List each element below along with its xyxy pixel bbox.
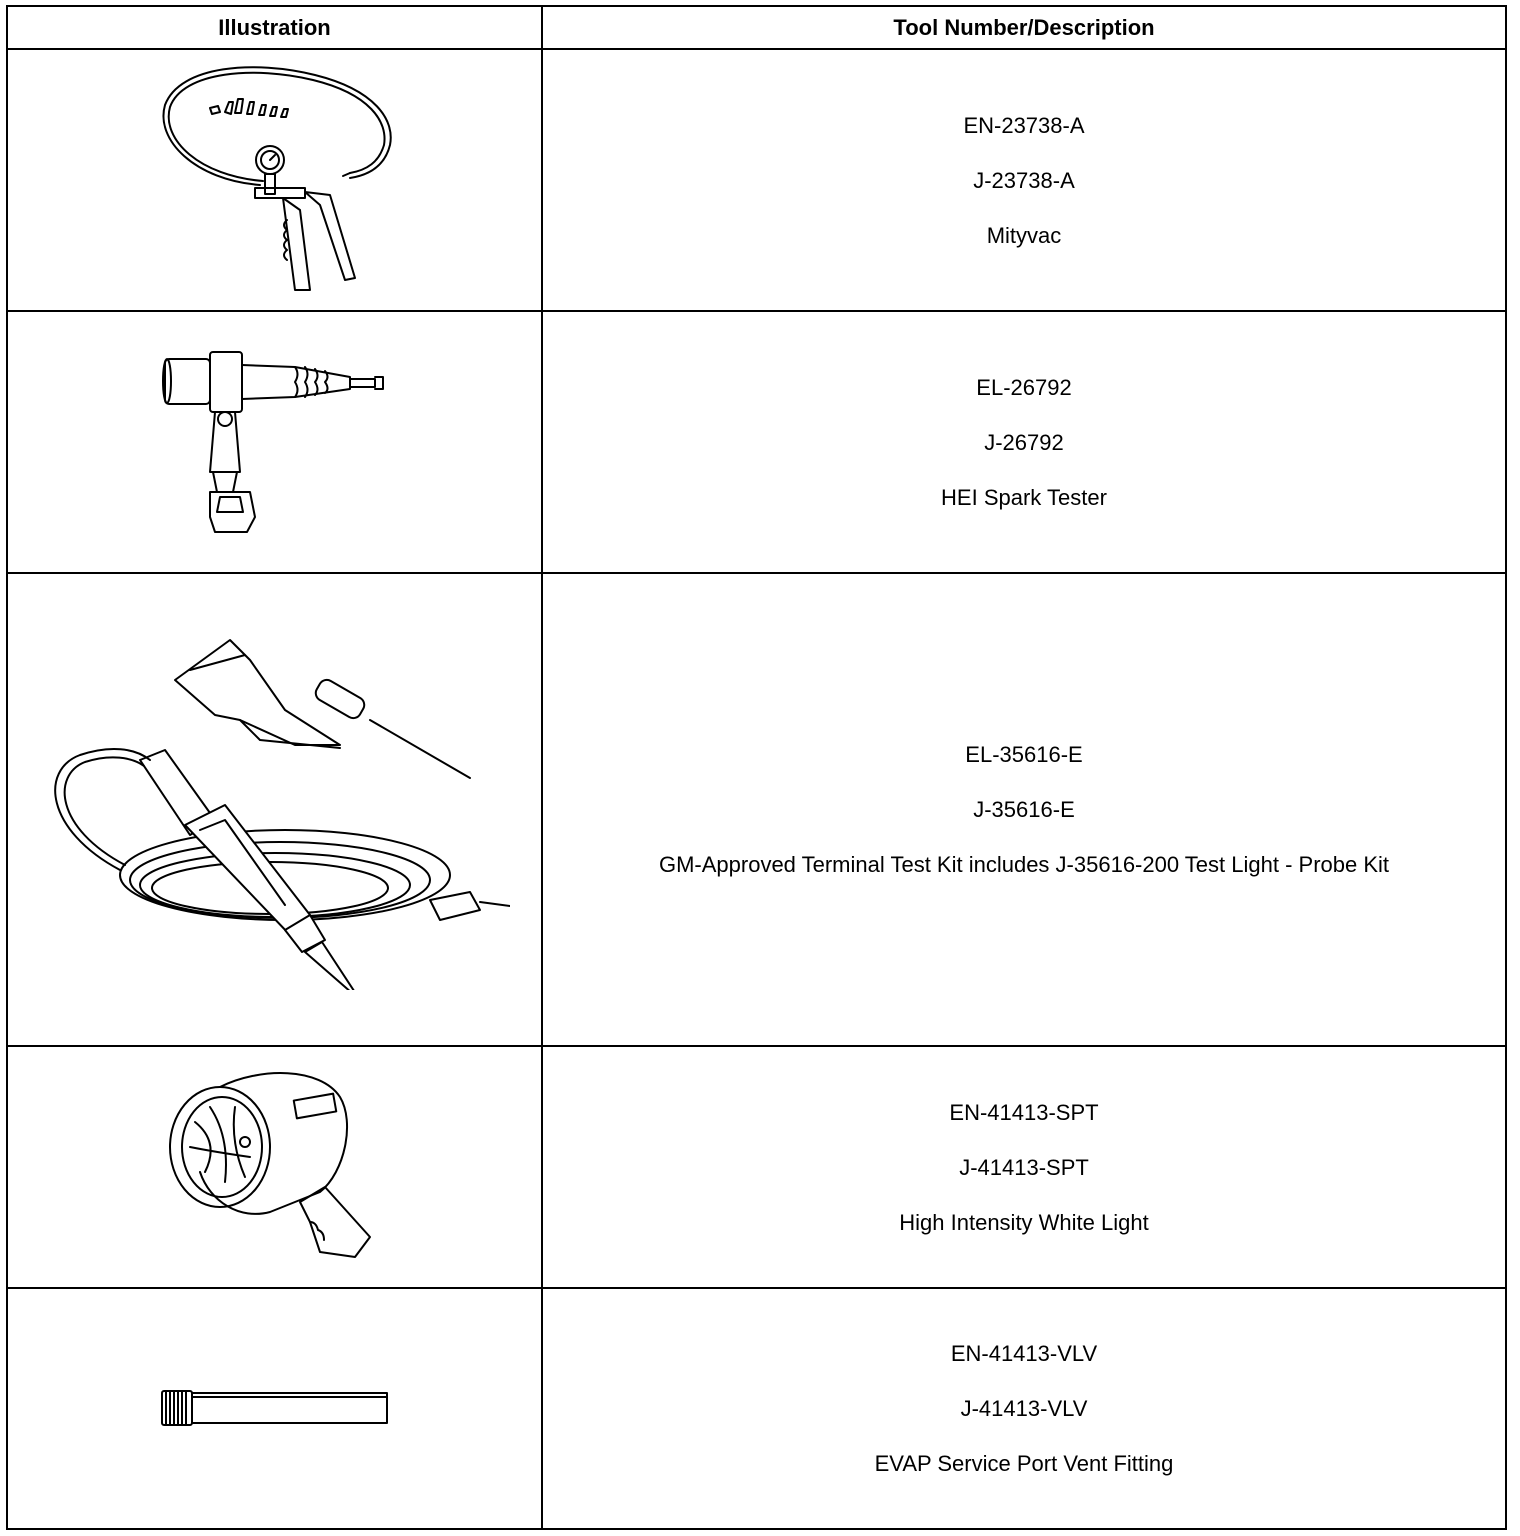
tool-number-j: J-23738-A (973, 167, 1075, 193)
tool-number-en: EL-35616-E (965, 742, 1083, 767)
tool-number-en: EL-26792 (976, 374, 1072, 400)
tool-description: High Intensity White Light (899, 1209, 1149, 1235)
tool-number-j: J-41413-SPT (959, 1154, 1089, 1180)
vent-fitting-icon (160, 1379, 390, 1439)
illustration-cell (7, 1288, 542, 1529)
table-row (7, 1288, 1506, 1529)
tool-number-j: J-35616-E (973, 797, 1075, 822)
illustration-cell (7, 49, 542, 311)
description-cell (542, 49, 1506, 311)
header-tool-description: Tool Number/Description (542, 6, 1506, 49)
table-row (7, 49, 1506, 311)
tool-description: Mityvac (986, 222, 1062, 248)
tool-number-en: EN-41413-SPT (949, 1099, 1099, 1125)
tool-number-j: J-41413-VLV (960, 1396, 1088, 1421)
tool-number-j: J-26792 (984, 429, 1064, 455)
spark-tester-icon (155, 347, 395, 537)
tool-description: GM-Approved Terminal Test Kit includes J-35616-200 Test Light - Probe Kit (658, 852, 1390, 877)
description-cell (542, 573, 1506, 1046)
illustration-cell (7, 1046, 542, 1288)
special-tools-table (6, 5, 1507, 1530)
table-row (7, 573, 1506, 1046)
illustration-cell (7, 573, 542, 1046)
header-illustration: Illustration (7, 6, 542, 49)
white-light-icon (160, 1062, 390, 1272)
table-row (7, 311, 1506, 573)
table-row (7, 1046, 1506, 1288)
tool-description: HEI Spark Tester (941, 484, 1107, 510)
illustration-cell (7, 311, 542, 573)
terminal-test-kit-icon (40, 630, 510, 990)
description-cell (542, 1046, 1506, 1288)
description-cell (542, 311, 1506, 573)
tool-description: EVAP Service Port Vent Fitting (874, 1451, 1174, 1476)
tool-number-en: EN-23738-A (963, 112, 1085, 138)
mityvac-vacuum-pump-icon (155, 60, 395, 300)
header-row (7, 6, 1506, 49)
description-cell (542, 1288, 1506, 1529)
tool-number-en: EN-41413-VLV (950, 1341, 1098, 1366)
